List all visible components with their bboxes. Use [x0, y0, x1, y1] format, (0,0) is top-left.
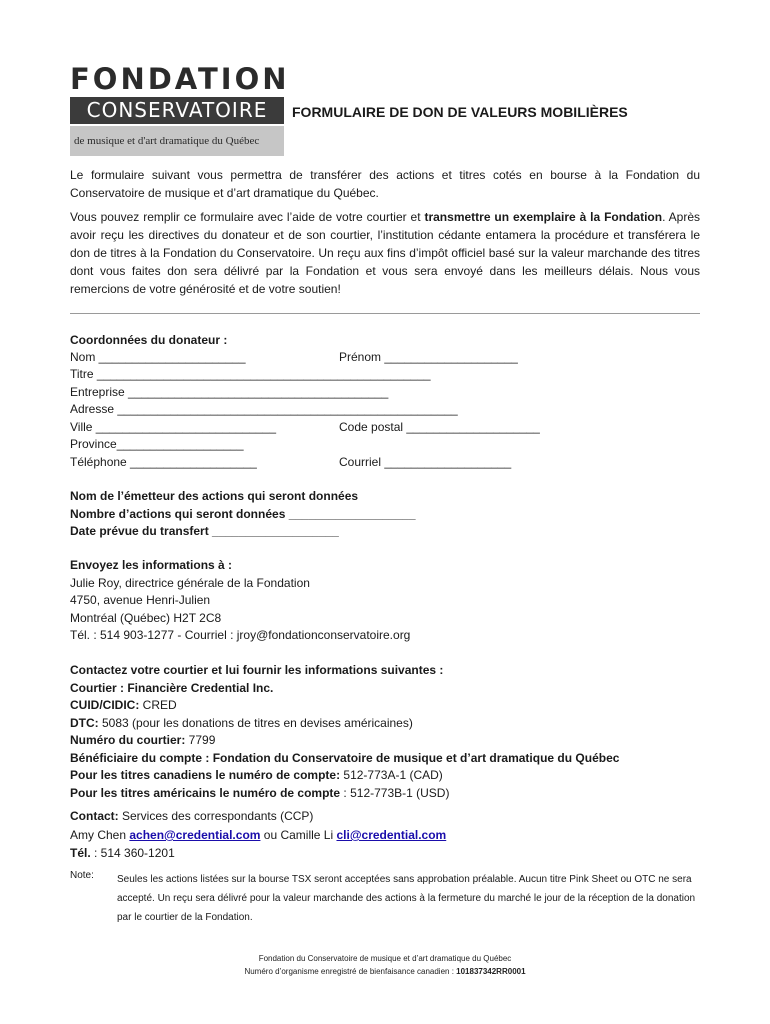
note-text: Seules les actions listées sur la bourse TSX seront acceptées sans approbation préalable. Aucun titre Pink Sheet ou OTC ne sera accepté. Un reçu sera délivré pour la valeur marchande des actions à la fermeture du marché le jour de la réception de la donation par le courtier de la Fondation. — [117, 874, 696, 923]
cad-account-line — [70, 767, 443, 784]
prenom-field[interactable]: Prénom ____________________ — [339, 350, 518, 364]
ville-field[interactable]: Ville ___________________________ — [70, 420, 276, 434]
logo-line-1: FONDATION — [70, 62, 290, 96]
intro-bold-text: transmettre un exemplaire à la Fondation — [424, 210, 663, 224]
cuid-label: CUID/CIDIC: — [70, 698, 140, 712]
courriel-field[interactable]: Courriel ___________________ — [339, 455, 512, 469]
ou-camille: ou Camille Li — [260, 828, 337, 842]
logo-line-2: CONSERVATOIRE — [70, 97, 284, 124]
usd-value: : 512-773B-1 (USD) — [340, 786, 450, 800]
broker-name: Courtier : Financière Credential Inc. — [70, 681, 274, 695]
entreprise-field[interactable]: Entreprise _______________________________________ — [70, 385, 389, 399]
footer-line-2 — [0, 966, 770, 978]
usd-account-line — [70, 785, 449, 802]
code-postal-field[interactable]: Code postal ____________________ — [339, 420, 540, 434]
foundation-logo — [70, 62, 290, 156]
form-title: FORMULAIRE DE DON DE VALEURS MOBILIÈRES — [292, 104, 628, 120]
footer-line-1: Fondation du Conservatoire de musique et d’art dramatique du Québec — [258, 954, 512, 963]
date-transfert-field[interactable]: Date prévue du transfert ___________________ — [70, 524, 339, 538]
tel-value: : 514 360-1201 — [90, 846, 175, 860]
nom-field[interactable]: Nom ______________________ — [70, 350, 246, 364]
tel-label: Tél. — [70, 846, 91, 860]
footer-registration-number: 101837342RR0001 — [456, 967, 526, 976]
contact-label: Contact: — [70, 809, 119, 823]
numero-label: Numéro du courtier: — [70, 733, 186, 747]
section-divider — [70, 313, 700, 314]
intro-text-start: Vous pouvez remplir ce formulaire avec l’aide de votre courtier et — [70, 210, 425, 224]
amy-name: Amy Chen — [70, 828, 130, 842]
contact-value: Services des correspondants (CCP) — [118, 809, 314, 823]
usd-label: Pour les titres américains le numéro de compte — [70, 786, 341, 800]
dtc-label: DTC: — [70, 716, 99, 730]
send-contact: Tél. : 514 903-1277 - Courriel : jroy@fondationconservatoire.org — [70, 628, 411, 642]
cuid-line — [70, 697, 177, 714]
intro-text-end: . Après avoir reçu les directives du donateur et de son courtier, l’institution cédante entamera la procédure et transférera le don de titres à la Fondation du Conservatoire. Un reçu aux fins d’impôt officiel basé sur la valeur marchande des titres dont vous faites don sera délivré par la Fondation et vous sera envoyé dans les meilleurs délais. Nous vous remercions de votre générosité et de votre soutien! — [70, 210, 700, 296]
dtc-value: 5083 (pour les donations de titres en devises américaines) — [98, 716, 413, 730]
contact-persons-line — [70, 827, 446, 844]
send-street: 4750, avenue Henri-Julien — [70, 593, 211, 607]
intro-paragraph-1: Le formulaire suivant vous permettra de transférer des actions et titres cotés en bourse à la Fondation du Conservatoire de musique et d’art dramatique du Québec. — [70, 168, 700, 200]
cad-value: 512-773A-1 (CAD) — [340, 768, 443, 782]
dtc-line — [70, 715, 413, 732]
numero-courtier-line — [70, 732, 215, 749]
contact-tel-line — [70, 845, 175, 862]
amy-email-link[interactable]: achen@credential.com — [129, 828, 261, 842]
note-label: Note: — [70, 870, 94, 881]
donor-heading: Coordonnées du donateur : — [70, 333, 228, 347]
nombre-actions-field[interactable]: Nombre d’actions qui seront données ___________________ — [70, 507, 416, 521]
intro-paragraph-2 — [70, 208, 700, 298]
titre-field[interactable]: Titre __________________________________________________ — [70, 367, 431, 381]
cad-label: Pour les titres canadiens le numéro de compte: — [70, 768, 341, 782]
adresse-field[interactable]: Adresse ___________________________________________________ — [70, 402, 458, 416]
telephone-field[interactable]: Téléphone ___________________ — [70, 455, 257, 469]
province-field[interactable]: Province___________________ — [70, 437, 244, 451]
footer-registration-label: Numéro d’organisme enregistré de bienfaisance canadien : — [244, 967, 457, 976]
send-heading: Envoyez les informations à : — [70, 558, 233, 572]
camille-email-link[interactable]: cli@credential.com — [336, 828, 447, 842]
emetteur-label: Nom de l’émetteur des actions qui seront données — [70, 489, 359, 503]
numero-value: 7799 — [185, 733, 216, 747]
logo-line-3: de musique et d'art dramatique du Québec — [70, 126, 284, 156]
broker-heading: Contactez votre courtier et lui fournir les informations suivantes : — [70, 663, 444, 677]
cuid-value: CRED — [139, 698, 177, 712]
contact-line — [70, 808, 313, 825]
beneficiaire-line: Bénéficiaire du compte : Fondation du Conservatoire de musique et d’art dramatique du Québec — [70, 751, 620, 765]
send-city: Montréal (Québec) H2T 2C8 — [70, 611, 222, 625]
send-name: Julie Roy, directrice générale de la Fondation — [70, 576, 310, 590]
